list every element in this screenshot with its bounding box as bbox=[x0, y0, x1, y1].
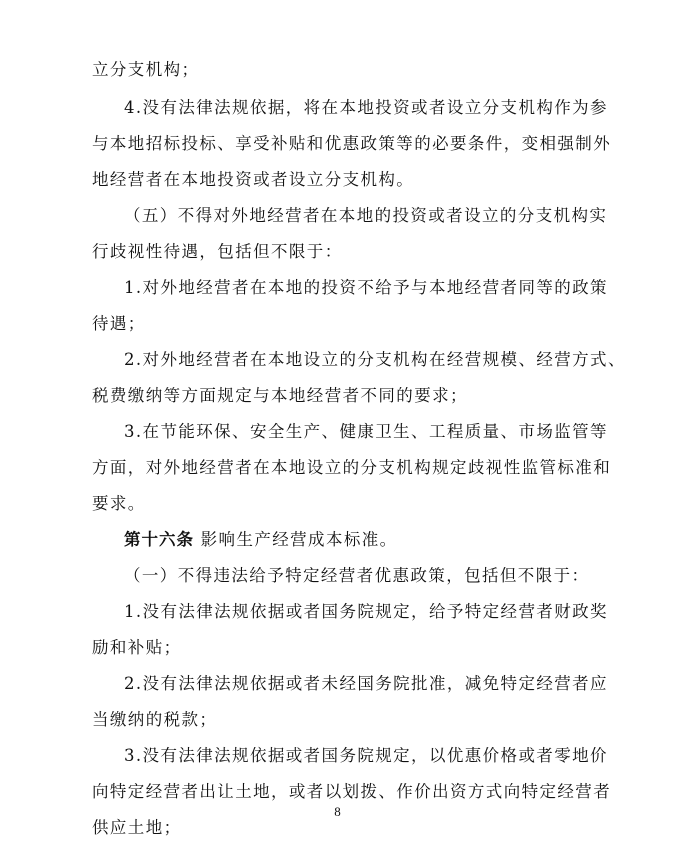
text-line: 与本地招标投标、享受补贴和优惠政策等的必要条件，变相强制外 bbox=[92, 134, 612, 153]
text-line: 要求。 bbox=[92, 494, 146, 513]
text-line: 2.对外地经营者在本地设立的分支机构在经营规模、经营方式、 bbox=[124, 350, 626, 369]
text-line: 4.没有法律法规依据，将在本地投资或者设立分支机构作为参 bbox=[124, 98, 608, 117]
text-line: 3.在节能环保、安全生产、健康卫生、工程质量、市场监管等 bbox=[124, 422, 608, 441]
text-line: 方面，对外地经营者在本地设立的分支机构规定歧视性监管标准和 bbox=[92, 458, 612, 477]
text-line: 励和补贴； bbox=[92, 638, 182, 657]
text-line: 2.没有法律法规依据或者未经国务院批准，减免特定经营者应 bbox=[124, 674, 608, 693]
text-line: （一）不得违法给予特定经营者优惠政策，包括但不限于： bbox=[124, 566, 590, 585]
text-line: 地经营者在本地投资或者设立分支机构。 bbox=[92, 170, 415, 189]
text-line: 行歧视性待遇，包括但不限于： bbox=[92, 242, 343, 261]
text-line: 供应土地； bbox=[92, 818, 182, 837]
text-line: 1.对外地经营者在本地的投资不给予与本地经营者同等的政策 bbox=[124, 278, 608, 297]
article-title: 影响生产经营成本标准。 bbox=[200, 530, 398, 549]
page-number: 8 bbox=[334, 804, 341, 819]
text-line: 3.没有法律法规依据或者国务院规定，以优惠价格或者零地价 bbox=[124, 746, 608, 765]
text-line: 待遇； bbox=[92, 314, 146, 333]
text-line: （五）不得对外地经营者在本地的投资或者设立的分支机构实 bbox=[124, 206, 608, 225]
article-number: 第十六条 bbox=[124, 530, 194, 549]
text-line: 向特定经营者出让土地，或者以划拨、作价出资方式向特定经营者 bbox=[92, 782, 612, 801]
text-line: 当缴纳的税款； bbox=[92, 710, 218, 729]
article-heading-line bbox=[124, 522, 622, 558]
text-line: 税费缴纳等方面规定与本地经营者不同的要求； bbox=[92, 386, 468, 405]
text-line: 1.没有法律法规依据或者国务院规定，给予特定经营者财政奖 bbox=[124, 602, 608, 621]
text-line: 立分支机构； bbox=[92, 60, 200, 79]
